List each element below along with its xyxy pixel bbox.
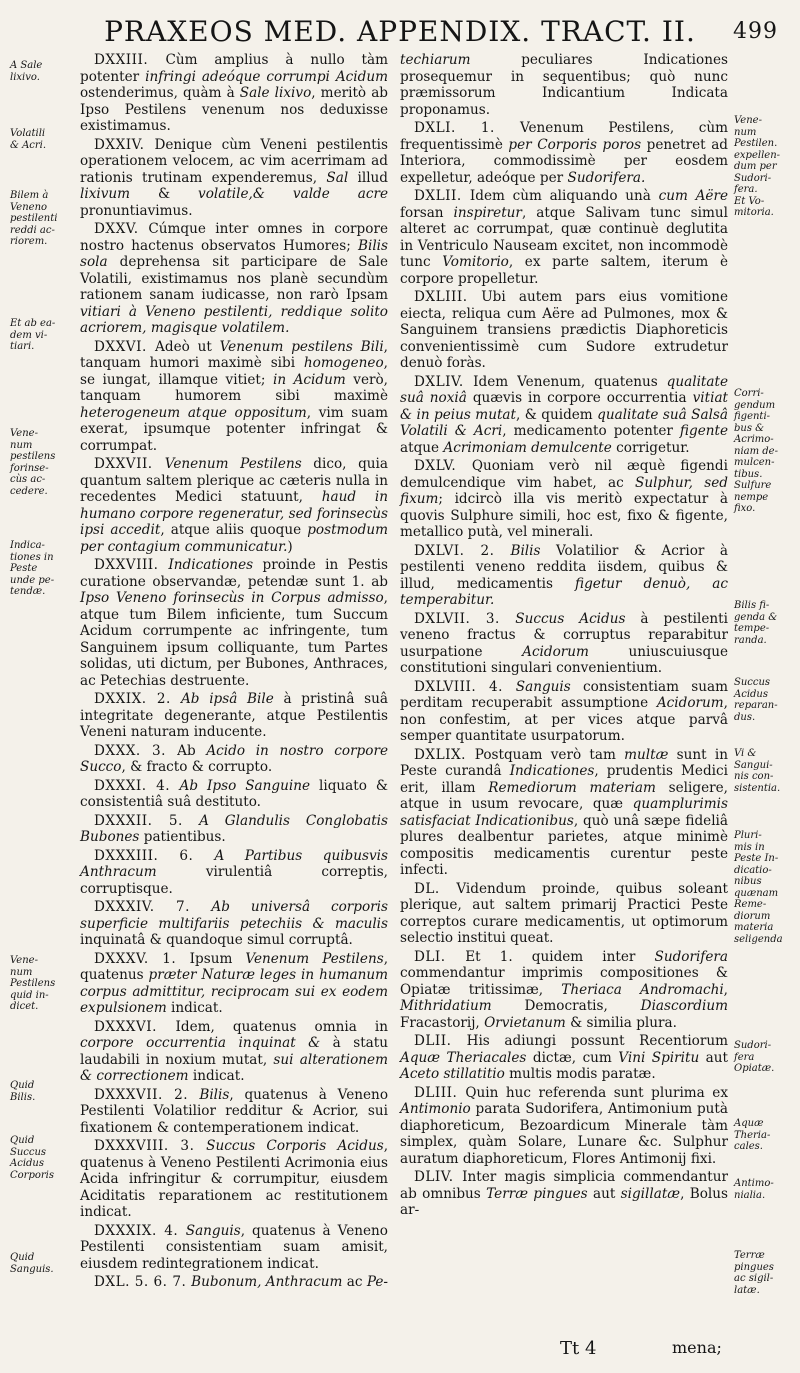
- paragraph-545: [400, 458, 728, 541]
- margin-note: Quid Bilis.: [10, 1080, 36, 1103]
- paragraph-540c: [400, 52, 728, 118]
- paragraph-526: [80, 339, 388, 455]
- paragraph-number: DXXVII.: [94, 456, 165, 472]
- paragraph-text: Ipsum Venenum Pestilens, quatenus præter Naturæ leges in humanum corpus admittitur, reciprocam sui ex eodem expulsionem indicat.: [80, 950, 389, 1016]
- paragraph-text: A Glandulis Conglobatis Bubones patientibus.: [80, 812, 388, 845]
- paragraph-548: [400, 679, 728, 745]
- paragraph-text: Quin huc referenda sunt plurima ex Antimonio parata Sudorifera, Antimonium putà diaphoreticum, Bezoardicum Minerale tàm simplex, quàm Solare, Lunare &c. Sulphur auratum diaphoreticum, Flores Antimonij fixi.: [400, 1084, 728, 1167]
- paragraph-text: Bilis, quatenus à Veneno Pestilenti Volatilior redditur & Acrior, sui fixationem & contemperationem indicat.: [80, 1086, 388, 1136]
- paragraph-text: Indicationes proinde in Pestis curatione observandæ, petendæ sunt 1. ab Ipso Veneno forinsecùs in Corpus admisso, atque tum Bilem inficiente, tum Succum Acidum corrumpente ac infringente, tum Sanguinem ipsum colliquante, tum Partes solidas, uti dictum, per Bubones, Anthraces, ac Petechias destruente.: [80, 557, 388, 689]
- margin-note: Quid Sanguis.: [10, 1252, 54, 1275]
- running-title: PRAXEOS MED. APPENDIX. TRACT. II.: [104, 15, 696, 48]
- paragraph-number: DXXV.: [94, 221, 149, 237]
- paragraph-535: [80, 951, 388, 1017]
- paragraph-number: DXXXIV. 7.: [94, 899, 212, 915]
- paragraph-text: Inter magis simplicia commendantur ab omnibus Terræ pingues aut sigillatæ, Bolus ar-: [400, 1169, 729, 1218]
- paragraph-text: Succus Acidus à pestilenti veneno fractus & corruptus reparabitur usurpatione Acidorum uniuscuiusque constitutioni singulari convenientium.: [400, 610, 729, 676]
- paragraph-text: Ab universâ corporis superficie multifariis petechiis & maculis inquinatâ & quandoque simul corruptâ.: [80, 899, 388, 948]
- paragraph-number: DXXXVI.: [94, 1018, 176, 1035]
- paragraph-text: Quoniam verò nil æquè figendi demulcendique vim habet, ac Sulphur, sed fixum; idcircò illa vis meritò expectatur à quovis Sulphure simili, hoc est, fixo & figente, metallico putà, vel minerali.: [400, 458, 729, 540]
- paragraph-554: [400, 1169, 728, 1219]
- paragraph-text: Venenum Pestilens dico, quia quantum saltem plerique ac cæteris nulla in recedentes Medici statuunt, haud in humano corpore regeneratur, sed forinsecùs ipsi accedit, atque aliis quoque postmodum per contagium communicatur.): [80, 456, 388, 555]
- margin-note: Terræ pingues ac sigil- latæ.: [734, 1250, 774, 1296]
- paragraph-529: [80, 691, 388, 741]
- margin-note: Antimo- nialia.: [734, 1178, 774, 1201]
- margin-note: Indica- tiones in Peste unde pe- tendæ.: [10, 540, 55, 597]
- paragraph-text: Adeò ut Venenum pestilens Bili, tanquam humori maximè sibi homogeneo, se iungat, illamque vitiet; in Acidum verò, tanquam humorem sibi maximè heterogeneum atque oppositum, vim suam exerat, ipsumque potenter infringat & corrumpat.: [80, 338, 388, 454]
- margin-note: Vene- num Pestilen. expellen- dum per Sudori- fera. Et Vo- mitoria.: [734, 115, 781, 218]
- paragraph-number: DXXIII.: [94, 52, 166, 68]
- paragraph-number: DXXX. 3.: [94, 742, 178, 759]
- paragraph-number: DXXXI. 4.: [94, 777, 180, 794]
- paragraph-541: [400, 120, 728, 186]
- signature-mark: Tt 4: [560, 1338, 597, 1359]
- paragraph-532: [80, 813, 388, 846]
- paragraph-number: DXLII.: [414, 188, 470, 204]
- paragraph-text: techiarum peculiares Indicationes prosequemur in sequentibus; quò nunc præmissorum Indicantium Indicata proponamus.: [400, 52, 728, 118]
- paragraph-text: Denique cùm Veneni pestilentis operationem velocem, ac vim acerrimam ad rationis trutinam expenderemus, Sal illud lixivum & volatile,& valde acre pronuntiavimus.: [80, 136, 389, 219]
- paragraph-text: Videndum proinde, quibus soleant plerique, aut saltem primarij Practici Peste correptos curare medicamentis, ut optimorum selectio institui queat.: [400, 880, 728, 946]
- margin-note: Pluri- mis in Peste In- dicatio- nibus quænam Reme- diorum materia seligenda: [734, 830, 783, 945]
- paragraph-number: DXLVI. 2.: [414, 542, 511, 559]
- paragraph-540: [80, 1274, 388, 1291]
- paragraph-number: DLI.: [414, 948, 466, 965]
- paragraph-number: DXLVII. 3.: [414, 610, 516, 627]
- paragraph-536: [80, 1019, 388, 1085]
- paragraph-text: Idem cùm aliquando unà cum Aëre forsan inspiretur, atque Salivam tunc simul alteret ac corrumpat, quæ continuè deglutita in Ventriculo Nauseam excitet, non incommodè tunc Vomitorio, ex parte saltem, iterum è corpore propelletur.: [400, 188, 728, 287]
- paragraph-542: [400, 188, 728, 287]
- margin-note: Aquæ Theria- cales.: [734, 1118, 771, 1152]
- paragraph-number: DXXXIX. 4.: [94, 1222, 186, 1239]
- running-header: [0, 12, 800, 52]
- paragraph-537: [80, 1087, 388, 1137]
- margin-note: Bilis fi- genda & tempe- randa.: [734, 600, 778, 646]
- paragraph-text: Cúmque inter omnes in corpore nostro hactenus observatos Humores; Bilis sola deprehensa sit participare de Sale Volatili, existimamus nos planè secundùm rationem sanam iudicasse, non rarò Ipsam vitiari à Veneno pestilenti, reddique solito acriorem, magisque volatilem.: [80, 221, 388, 336]
- paragraph-524: [80, 137, 388, 220]
- paragraph-number: DXXXIII. 6.: [94, 847, 215, 864]
- paragraph-number: DXLIII.: [414, 289, 482, 305]
- paragraph-number: DXLV.: [414, 458, 472, 474]
- paragraph-text: Venenum Pestilens, cùm frequentissimè per Corporis poros penetret ad Interiora, commodissimè per eosdem expelletur, adeóque per Sudorifera.: [400, 120, 728, 186]
- paragraph-546: [400, 543, 728, 609]
- paragraph-539: [80, 1223, 388, 1273]
- paragraph-text: Bilis Volatilior & Acrior à pestilenti veneno reddita iisdem, quibus & illud, medicamentis figetur denuò, ac temperabitur.: [400, 542, 728, 608]
- paragraph-530: [80, 743, 388, 776]
- margin-note: Et ab ea- dem vi- tiari.: [10, 318, 56, 352]
- paragraph-text: Idem, quatenus omnia in corpore occurrentia inquinat & à statu laudabili in noxium mutat, sui alterationem & correctionem indicat.: [80, 1018, 388, 1084]
- paragraph-text: Ab Ipso Sanguine liquato & consistentiâ suâ destituto.: [80, 777, 388, 810]
- paragraph-text: Postquam verò tam multæ sunt in Peste curandâ Indicationes, prudentis Medici erit, illam Remediorum materiam seligere, atque in usum revocare, quæ quamplurimis satisfaciat Indicationibus, quò unâ sæpe fideliâ plures dealbentur parietes, atque minimè compositis medicamentis curentur peste infecti.: [400, 746, 729, 878]
- paragraph-number: DLIV.: [414, 1169, 463, 1185]
- paragraph-number: DXXXVII. 2.: [94, 1086, 200, 1103]
- catchword: mena;: [672, 1338, 722, 1357]
- paragraph-number: DLIII.: [414, 1084, 466, 1101]
- margin-note: Volatili & Acri.: [10, 128, 47, 151]
- margin-note: Vene- num Pestilens quid in- dicet.: [10, 955, 56, 1012]
- paragraph-number: DXXXII. 5.: [94, 812, 200, 829]
- paragraph-text: Cùm amplius à nullo tàm potenter infringi adeóque corrumpi Acidum ostenderimus, quàm à Sale lixivo, meritò ab Ipso Pestilens venenum nos deduxisse existimamus.: [80, 52, 388, 134]
- paragraph-text: His adiungi possunt Recentiorum Aquæ Theriacales dictæ, cum Vini Spiritu aut Aceto stillatitio multis modis paratæ.: [400, 1033, 729, 1082]
- paragraph-text: Bubonum, Anthracum ac Pe-: [191, 1274, 389, 1290]
- margin-note: Bilem à Veneno pestilenti reddi ac- riorem.: [10, 190, 58, 247]
- paragraph-number: DXXXV. 1.: [94, 950, 190, 967]
- paragraph-551: [400, 949, 728, 1032]
- paragraph-534: [80, 899, 388, 949]
- paragraph-number: DXXIX. 2.: [94, 691, 181, 707]
- paragraph-number: DXLIX.: [414, 746, 475, 763]
- paragraph-523: [80, 52, 388, 135]
- paragraph-number: DXLVIII. 4.: [414, 678, 516, 695]
- paragraph-527: [80, 456, 388, 555]
- paragraph-538: [80, 1138, 388, 1221]
- margin-note: Vene- num pestilens forinse- cùs ac- cedere.: [10, 428, 56, 497]
- margin-note: Corri- gendum figenti- bus & Acrimo- niam de- mulcen- tibus. Sulfure nempe fixo.: [734, 388, 778, 514]
- paragraph-553: [400, 1085, 728, 1168]
- margin-note: Sudori- fera Opiatæ.: [734, 1040, 775, 1074]
- paragraph-528: [80, 557, 388, 689]
- paragraph-text: Et 1. quidem inter Sudorifera commendantur imprimis compositiones & Opiatæ tritissimæ, Theriaca Andromachi, Mithridatium Democratis, Diascordium Fracastorij, Orvietanum & similia plura.: [400, 948, 728, 1031]
- margin-note: Vi & Sangui- nis con- sistentia.: [734, 748, 781, 794]
- paragraph-544: [400, 374, 728, 457]
- paragraph-number: DXLIV.: [414, 373, 474, 390]
- left-column: [80, 52, 388, 1293]
- paragraph-number: DXXIV.: [94, 136, 155, 153]
- paragraph-number: DXL. 5. 6. 7.: [94, 1274, 192, 1290]
- paragraph-525: [80, 221, 388, 337]
- paragraph-531: [80, 778, 388, 811]
- paragraph-text: Ab ipsâ Bile à pristinâ suâ integritate degenerante, atque Pestilentis Veneni naturam inducente.: [80, 691, 388, 740]
- paragraph-text: Succus Corporis Acidus, quatenus à Veneno Pestilenti Acrimonia eius Acida infringitur & corrumpitur, eiusdem Aciditatis reparationem ac restitutionem indicat.: [80, 1138, 389, 1220]
- paragraph-550: [400, 881, 728, 947]
- paragraph-text: Idem Venenum, quatenus qualitate suâ noxiâ quævis in corpore occurrentia vitiat & in peius mutat, & quidem qualitate suâ Salsâ Volatili & Acri, medicamento potenter figente atque Acrimoniam demulcente corrigetur.: [400, 373, 729, 456]
- paragraph-text: A Partibus quibusvis Anthracum virulentiâ correptis, corruptisque.: [80, 847, 388, 897]
- paragraph-text: Ubi autem pars eius vomitione eiecta, reliqua cum Aëre ad Pulmones, mox & Sanguinem transiens prædictis Diaphoreticis convenientissimè cum Sudore extrudetur denuò foràs.: [400, 289, 728, 371]
- paragraph-547: [400, 611, 728, 677]
- paragraph-number: DXXXVIII. 3.: [94, 1138, 207, 1154]
- page-number: 499: [733, 19, 778, 44]
- paragraph-number: DLII.: [414, 1033, 467, 1049]
- right-column: [400, 52, 728, 1221]
- margin-note: Succus Acidus reparan- dus.: [734, 677, 778, 723]
- paragraph-number: DL.: [414, 880, 457, 897]
- paragraph-552: [400, 1033, 728, 1083]
- margin-note: A Sale lixivo.: [10, 60, 43, 83]
- paragraph-533: [80, 848, 388, 898]
- page-footer: [560, 1338, 722, 1359]
- paragraph-number: DXXVI.: [94, 338, 156, 355]
- paragraph-number: DXLI. 1.: [414, 120, 520, 136]
- paragraph-text: Ab Acido in nostro corpore Succo, & fracto & corrupto.: [80, 742, 388, 775]
- paragraph-549: [400, 747, 728, 879]
- paragraph-text: Sanguis, quatenus à Veneno Pestilenti consistentiam suam amisit, eiusdem redintegrationem indicat.: [80, 1222, 388, 1272]
- paragraph-543: [400, 289, 728, 372]
- paragraph-text: Sanguis consistentiam suam perditam recuperabit assumptione Acidorum, non confestim, at per vices atque parvâ semper quantitate usurpatorum.: [400, 678, 728, 744]
- margin-note: Quid Succus Acidus Corporis: [10, 1135, 54, 1181]
- paragraph-number: DXXVIII.: [94, 557, 169, 573]
